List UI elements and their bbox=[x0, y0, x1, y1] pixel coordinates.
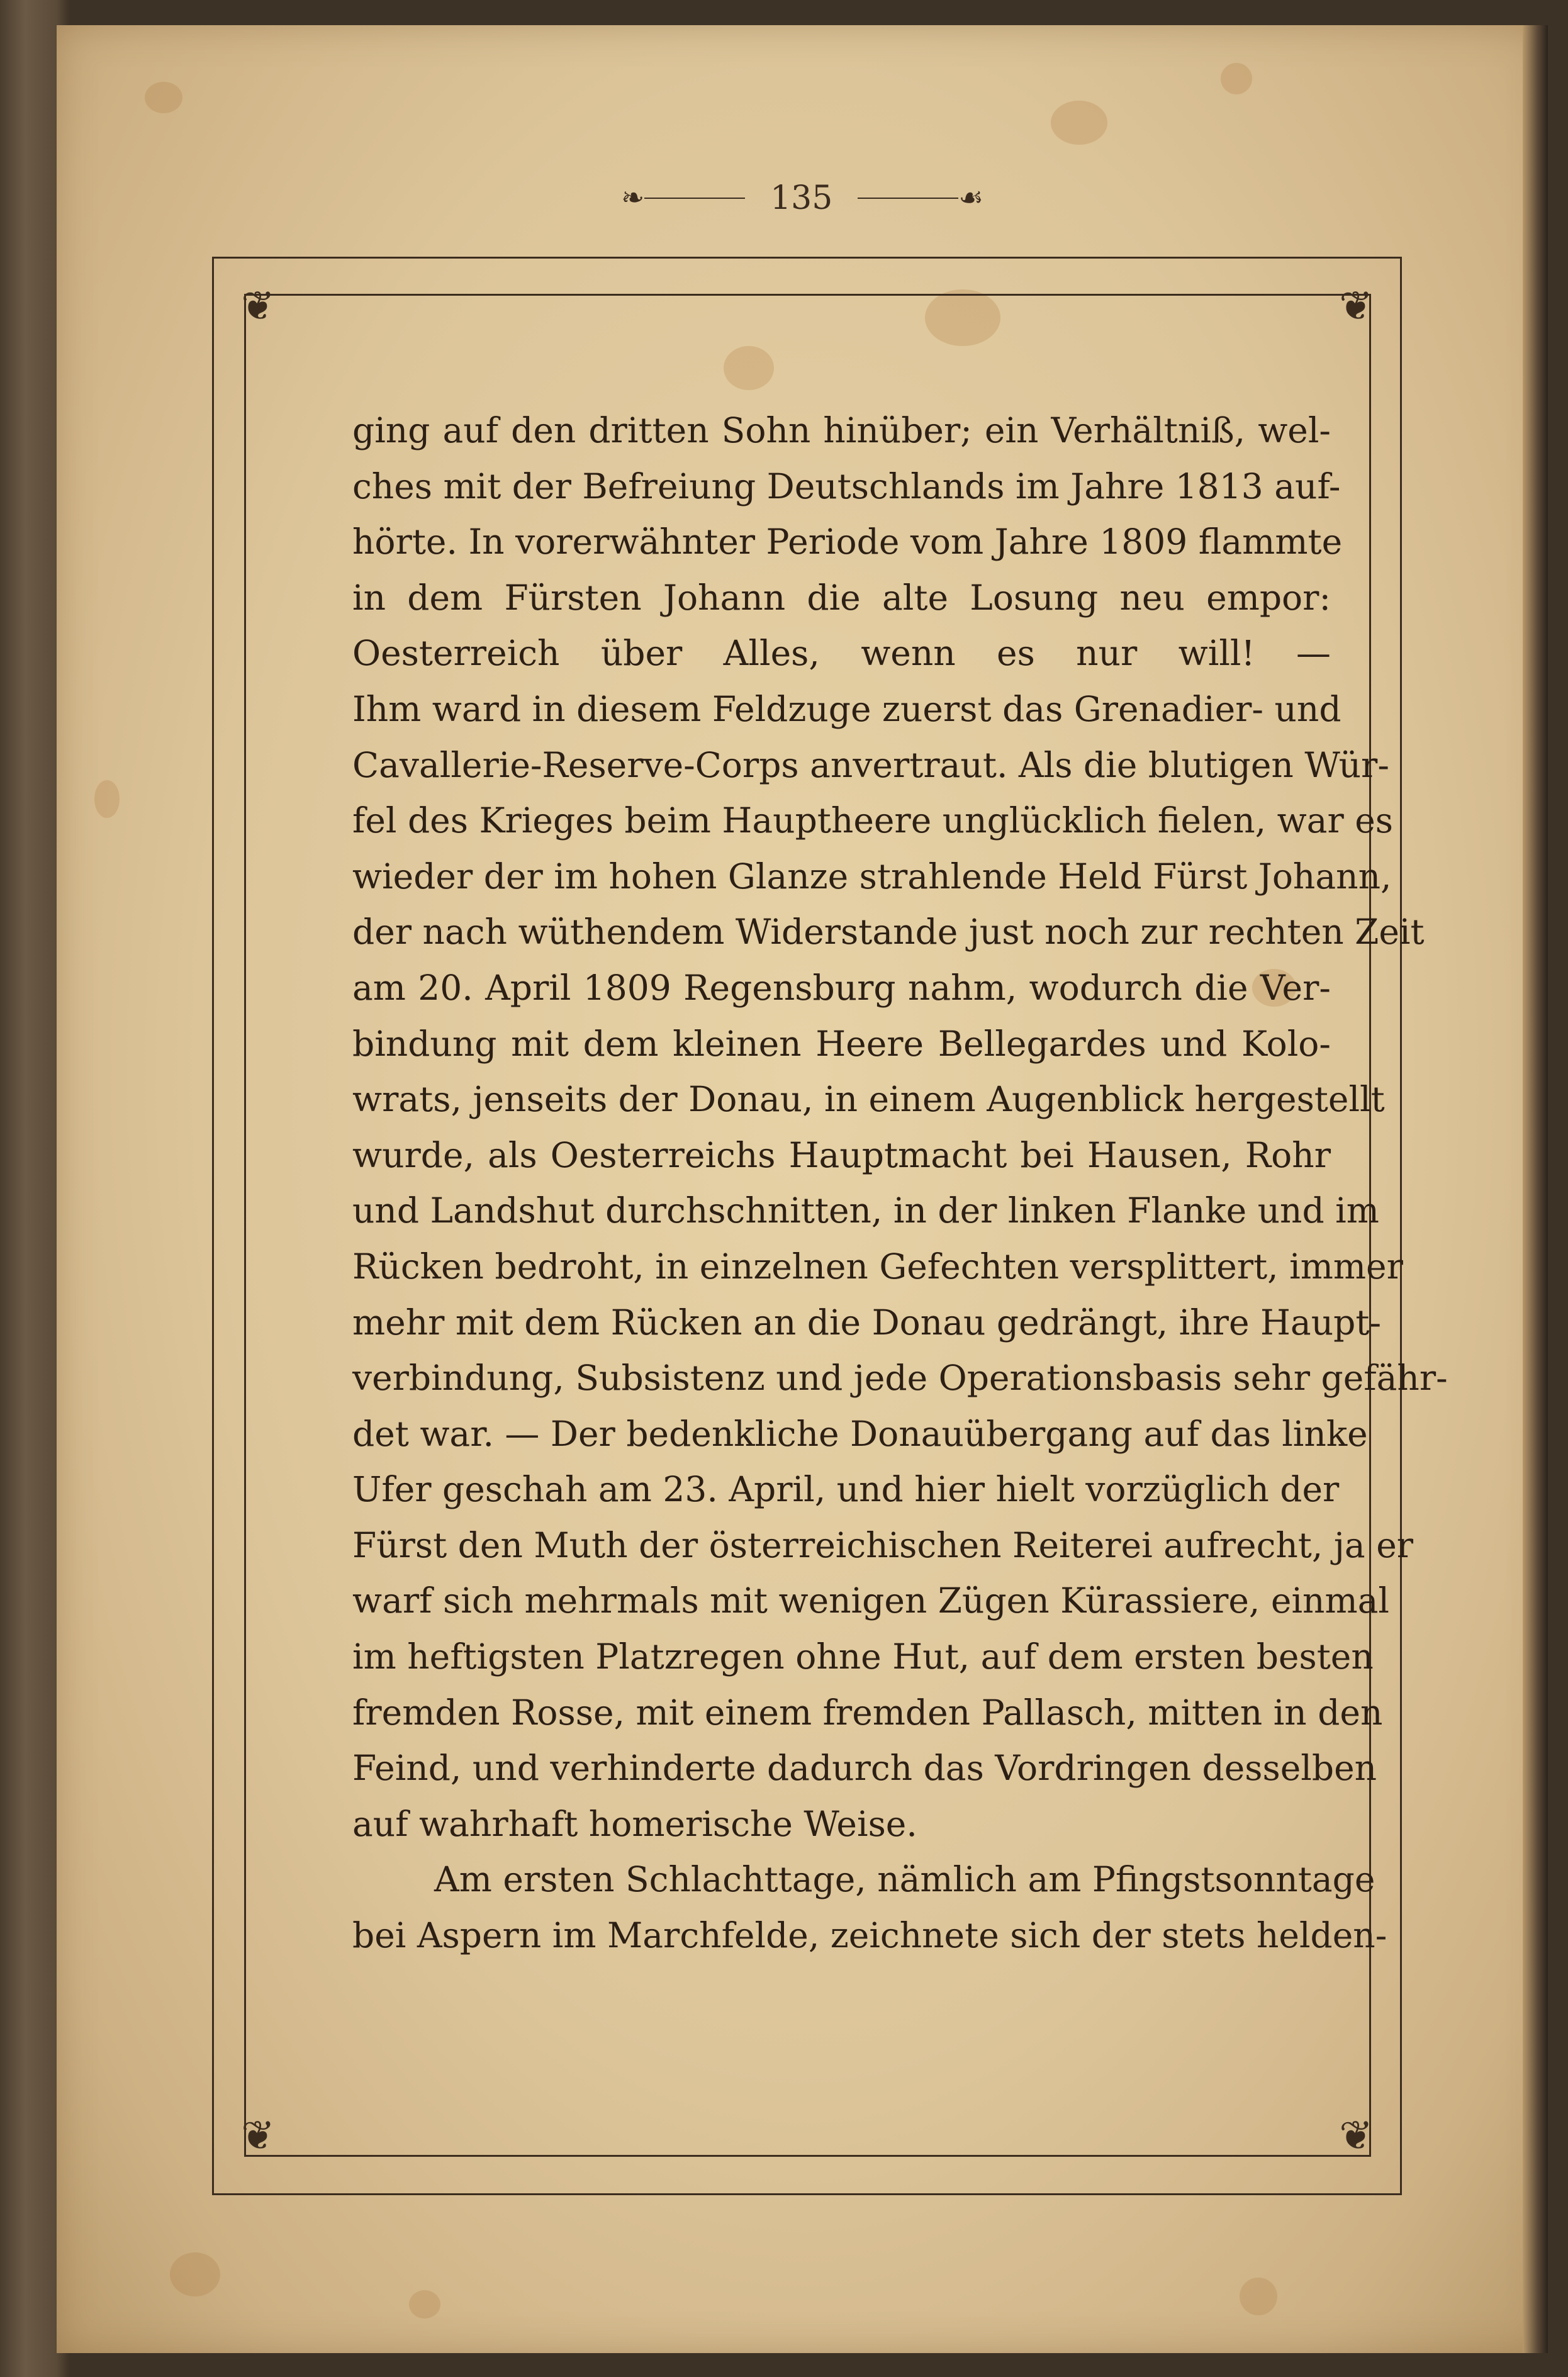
foxing-spot bbox=[1240, 2278, 1277, 2315]
page-number: 135 bbox=[770, 179, 833, 217]
text-line: bei Aspern im Marchfelde, zeichnete sich der stets helden- bbox=[352, 1915, 1387, 1956]
text-line: Ihm ward in diesem Feldzuge zuerst das Grenadier- und bbox=[352, 688, 1341, 729]
text-line: der nach wüthendem Widerstande just noch zur rechten Zeit bbox=[352, 912, 1425, 953]
text-line: in dem Fürsten Johann die alte Losung neu empor: bbox=[352, 577, 1331, 618]
text-line: hörte. In vorerwähnter Periode vom Jahre 1809 flammte bbox=[352, 522, 1343, 562]
text-line: ging auf den dritten Sohn hinüber; ein Verhältniß, wel- bbox=[352, 410, 1331, 450]
text-line: warf sich mehrmals mit wenigen Zügen Kürassiere, einmal bbox=[352, 1580, 1389, 1621]
header-rule-left bbox=[644, 198, 745, 199]
text-line: Rücken bedroht, in einzelnen Gefechten versplittert, immer bbox=[352, 1246, 1403, 1287]
text-line: und Landshut durchschnitten, in der linken Flanke und im bbox=[352, 1190, 1379, 1231]
text-line: bindung mit dem kleinen Heere Bellegardes und Kolo- bbox=[352, 1023, 1331, 1064]
corner-ornament-icon: ❦ bbox=[1339, 283, 1373, 330]
corner-ornament-icon: ❦ bbox=[241, 283, 275, 330]
text-line: Ufer geschah am 23. April, und hier hielt vorzüglich der bbox=[352, 1469, 1340, 1510]
text-line: Cavallerie-Reserve-Corps anvertraut. Als die blutigen Wür- bbox=[352, 744, 1389, 785]
scroll-ornament-icon: ❧ bbox=[621, 182, 645, 214]
scroll-ornament-icon: ☙ bbox=[958, 182, 983, 214]
foxing-spot bbox=[409, 2290, 440, 2318]
page-header bbox=[57, 167, 1548, 230]
text-line: det war. — Der bedenkliche Donauübergang auf das linke bbox=[352, 1413, 1368, 1454]
text-line: wieder der im hohen Glanze strahlende Held Fürst Johann, bbox=[352, 856, 1392, 897]
text-line: Am ersten Schlachttage, nämlich am Pfingstsonntage bbox=[434, 1859, 1375, 1900]
text-line: verbindung, Subsistenz und jede Operationsbasis sehr gefähr- bbox=[352, 1358, 1448, 1399]
foxing-spot bbox=[94, 780, 120, 818]
header-rule-right bbox=[858, 198, 958, 199]
text-line: fremden Rosse, mit einem fremden Pallasch, mitten in den bbox=[352, 1692, 1383, 1733]
text-line: im heftigsten Platzregen ohne Hut, auf dem ersten besten bbox=[352, 1636, 1374, 1677]
foxing-spot bbox=[1221, 63, 1252, 94]
text-line: wurde, als Oesterreichs Hauptmacht bei Hausen, Rohr bbox=[352, 1134, 1331, 1175]
text-line: ches mit der Befreiung Deutschlands im Jahre 1813 auf- bbox=[352, 466, 1341, 506]
foxing-spot bbox=[170, 2252, 220, 2296]
corner-ornament-icon: ❦ bbox=[241, 2113, 275, 2159]
text-line: Oesterreich über Alles, wenn es nur will! — bbox=[352, 633, 1331, 674]
text-line: am 20. April 1809 Regensburg nahm, wodurch die Ver- bbox=[352, 967, 1331, 1008]
book-page bbox=[57, 25, 1548, 2353]
foxing-spot bbox=[1051, 101, 1107, 145]
body-text bbox=[352, 403, 1448, 1964]
book-spine bbox=[1523, 25, 1548, 2353]
text-line: auf wahrhaft homerische Weise. bbox=[352, 1803, 917, 1844]
text-line: fel des Krieges beim Hauptheere unglücklich fielen, war es bbox=[352, 800, 1394, 841]
foxing-spot bbox=[145, 82, 182, 113]
text-line: Fürst den Muth der österreichischen Reiterei aufrecht, ja er bbox=[352, 1524, 1414, 1565]
text-line: mehr mit dem Rücken an die Donau gedrängt, ihre Haupt- bbox=[352, 1302, 1382, 1343]
text-line: wrats, jenseits der Donau, in einem Augenblick hergestellt bbox=[352, 1079, 1385, 1120]
corner-ornament-icon: ❦ bbox=[1339, 2113, 1373, 2159]
text-line: Feind, und verhinderte dadurch das Vordringen desselben bbox=[352, 1748, 1377, 1789]
